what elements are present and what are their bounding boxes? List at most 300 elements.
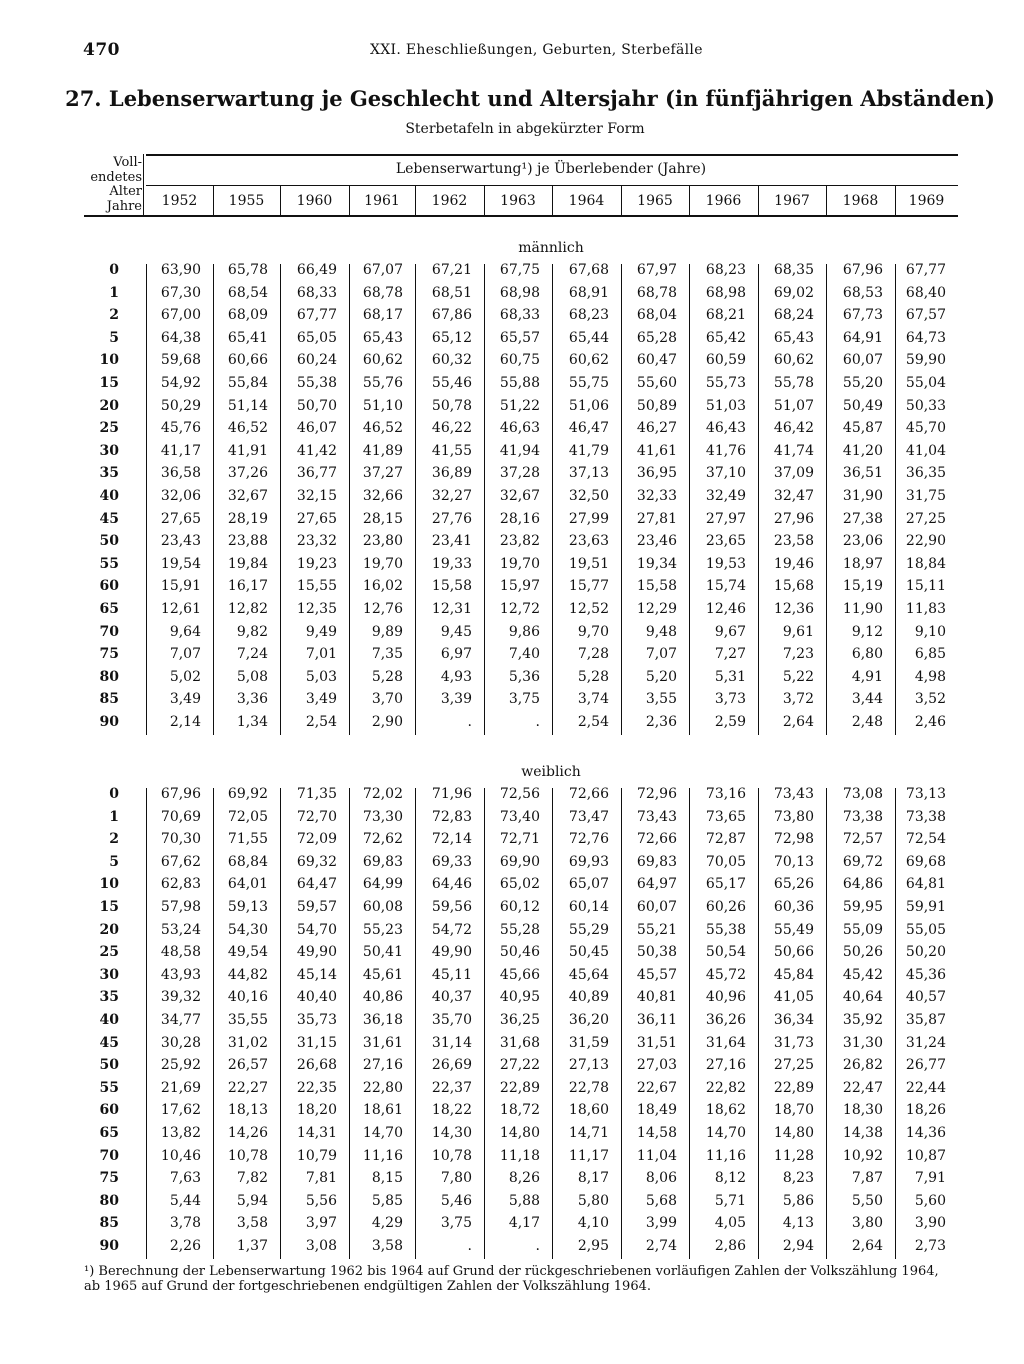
value-cell: 27,13 (568, 1057, 609, 1074)
value-cell: 69,72 (842, 853, 883, 870)
value-cell: 37,09 (773, 465, 814, 482)
value-cell: 9,67 (714, 623, 746, 640)
value-cell: 50,46 (499, 944, 540, 961)
age-cell: 85 (99, 691, 119, 708)
value-cell: 23,41 (431, 533, 472, 550)
value-cell: 10,87 (905, 1147, 946, 1164)
value-cell: 68,04 (636, 307, 677, 324)
value-cell: 5,71 (714, 1192, 746, 1209)
value-cell: 23,32 (296, 533, 337, 550)
value-cell: 65,43 (362, 329, 403, 346)
value-cell: 3,70 (371, 691, 403, 708)
value-cell: 9,89 (371, 623, 403, 640)
value-cell: 19,51 (568, 555, 609, 572)
value-cell: 41,91 (227, 442, 268, 459)
value-cell: 11,17 (568, 1147, 609, 1164)
value-cell: 59,57 (296, 899, 337, 915)
value-cell: 68,78 (362, 284, 403, 301)
value-cell: 32,67 (227, 488, 268, 504)
value-cell: 50,26 (842, 944, 883, 961)
value-cell: 2,46 (914, 714, 946, 730)
value-cell: 3,39 (440, 691, 472, 708)
value-cell: 31,64 (705, 1034, 746, 1051)
value-cell: 23,88 (227, 533, 268, 550)
value-cell: 26,57 (227, 1057, 268, 1074)
value-cell: 46,22 (431, 420, 472, 437)
value-cell: 35,92 (842, 1012, 883, 1028)
value-cell: 72,09 (296, 831, 337, 848)
value-cell: 73,38 (905, 808, 946, 825)
value-cell: 3,52 (914, 691, 946, 708)
value-cell: 22,90 (905, 533, 946, 550)
value-cell: 14,80 (499, 1125, 540, 1141)
age-cell: 55 (99, 1079, 119, 1096)
value-cell: 36,20 (568, 1012, 609, 1028)
year-header: 1964 (568, 193, 605, 209)
value-cell: 60,07 (842, 352, 883, 369)
value-cell: 15,97 (499, 578, 540, 595)
value-cell: 30,28 (160, 1034, 201, 1051)
value-cell: 35,73 (296, 1012, 337, 1028)
stub-header-line: endetes (90, 169, 142, 185)
value-cell: 45,72 (705, 966, 746, 983)
value-cell: 55,38 (296, 375, 337, 391)
value-cell: 67,62 (160, 853, 201, 870)
value-cell: 65,57 (499, 329, 540, 346)
value-cell: 72,98 (773, 831, 814, 848)
value-cell: 27,03 (636, 1057, 677, 1074)
age-cell: 15 (99, 375, 119, 391)
value-cell: 3,78 (169, 1215, 201, 1232)
value-cell: 5,31 (714, 668, 746, 685)
value-cell: 46,07 (296, 420, 337, 437)
value-cell: 60,26 (705, 899, 746, 915)
footnote-line: ¹) Berechnung der Lebenserwartung 1962 bis 1964 auf Grund der rückgeschriebenen vorläufigen Zahlen der Volkszählung 1964, (84, 1264, 939, 1279)
age-cell: 10 (99, 876, 119, 893)
value-cell: 67,96 (160, 786, 201, 802)
value-cell: 16,02 (362, 578, 403, 595)
value-cell: 26,68 (296, 1057, 337, 1074)
value-cell: 55,21 (636, 921, 677, 938)
value-cell: 8,26 (508, 1170, 540, 1187)
value-cell: 12,35 (296, 601, 337, 617)
value-cell: 4,10 (577, 1215, 609, 1232)
value-cell: 27,97 (705, 510, 746, 527)
value-cell: 14,38 (842, 1125, 883, 1141)
age-cell: 2 (109, 831, 119, 848)
year-header: 1966 (705, 193, 742, 209)
value-cell: 5,46 (440, 1192, 472, 1209)
value-cell: 22,37 (431, 1079, 472, 1096)
value-cell: 37,26 (227, 465, 268, 482)
value-cell: 55,09 (842, 921, 883, 938)
value-cell: . (467, 714, 472, 730)
stub-separator (143, 154, 144, 216)
value-cell: 2,14 (169, 714, 201, 730)
value-cell: 67,77 (296, 307, 337, 324)
value-cell: 11,83 (905, 601, 946, 617)
value-cell: 14,70 (362, 1125, 403, 1141)
value-cell: 55,75 (568, 375, 609, 391)
age-cell: 70 (99, 1147, 119, 1164)
value-cell: 65,78 (227, 262, 268, 278)
value-cell: 67,97 (636, 262, 677, 278)
value-cell: 55,04 (905, 375, 946, 391)
value-cell: 36,18 (362, 1012, 403, 1028)
value-cell: 22,78 (568, 1079, 609, 1096)
value-cell: 3,90 (914, 1215, 946, 1232)
value-cell: 68,51 (431, 284, 472, 301)
age-cell: 2 (109, 307, 119, 324)
age-cell: 80 (99, 1192, 119, 1209)
value-cell: 23,63 (568, 533, 609, 550)
value-cell: 45,61 (362, 966, 403, 983)
value-cell: 72,66 (636, 831, 677, 848)
value-cell: 9,86 (508, 623, 540, 640)
value-cell: 5,50 (851, 1192, 883, 1209)
value-cell: 64,81 (905, 876, 946, 893)
value-cell: 5,28 (577, 668, 609, 685)
year-header: 1965 (637, 193, 673, 209)
value-cell: 65,28 (636, 329, 677, 346)
value-cell: 18,20 (296, 1102, 337, 1119)
age-cell: 15 (99, 899, 119, 915)
value-cell: 55,49 (773, 921, 814, 938)
value-cell: 3,58 (236, 1215, 268, 1232)
value-cell: 65,43 (773, 329, 814, 346)
value-cell: 14,71 (568, 1125, 609, 1141)
value-cell: 32,66 (362, 488, 403, 504)
value-cell: 72,54 (905, 831, 946, 848)
value-cell: 45,66 (499, 966, 540, 983)
value-cell: 4,05 (714, 1215, 746, 1232)
value-cell: 23,46 (636, 533, 677, 550)
year-header: 1969 (908, 193, 945, 209)
value-cell: 22,27 (227, 1079, 268, 1096)
value-cell: 31,59 (568, 1034, 609, 1051)
value-cell: 62,83 (160, 876, 201, 893)
value-cell: 27,25 (905, 510, 946, 527)
value-cell: 37,10 (705, 465, 746, 482)
stub-header (84, 156, 142, 214)
age-cell: 90 (99, 714, 119, 730)
value-cell: 7,24 (236, 646, 268, 663)
value-cell: 41,79 (568, 442, 609, 459)
value-cell: 64,91 (842, 329, 883, 346)
value-cell: 7,40 (508, 646, 540, 663)
age-cell: 20 (99, 397, 119, 414)
value-cell: 26,77 (905, 1057, 946, 1074)
value-cell: 7,82 (236, 1170, 268, 1187)
value-cell: 2,48 (851, 714, 883, 730)
value-cell: 50,29 (160, 397, 201, 414)
value-cell: 31,73 (773, 1034, 814, 1051)
stub-header-line: Jahre (106, 198, 142, 214)
value-cell: 15,74 (705, 578, 746, 595)
value-cell: 27,16 (362, 1057, 403, 1074)
value-cell: 67,73 (842, 307, 883, 324)
value-cell: 45,64 (568, 966, 609, 983)
value-cell: 5,02 (169, 668, 201, 685)
value-cell: 31,15 (296, 1034, 337, 1051)
value-cell: 65,02 (499, 876, 540, 893)
value-cell: 57,98 (160, 899, 201, 915)
value-cell: 7,07 (645, 646, 677, 663)
value-cell: 3,08 (305, 1238, 337, 1254)
value-cell: 55,29 (568, 921, 609, 938)
value-cell: 43,93 (160, 966, 201, 983)
value-cell: 64,99 (362, 876, 403, 893)
age-cell: 75 (99, 646, 119, 663)
value-cell: 3,75 (508, 691, 540, 708)
value-cell: 9,64 (169, 623, 201, 640)
value-cell: 11,18 (499, 1147, 540, 1164)
value-cell: 2,54 (577, 714, 609, 730)
age-cell: 5 (109, 853, 119, 870)
value-cell: 60,36 (773, 899, 814, 915)
value-cell: 27,16 (705, 1057, 746, 1074)
value-cell: 4,98 (914, 668, 946, 685)
value-cell: 2,73 (914, 1238, 946, 1254)
value-cell: 2,26 (169, 1238, 201, 1254)
value-cell: 36,95 (636, 465, 677, 482)
value-cell: 73,38 (842, 808, 883, 825)
value-cell: 41,55 (431, 442, 472, 459)
value-cell: 7,87 (851, 1170, 883, 1187)
value-cell: 5,28 (371, 668, 403, 685)
value-cell: 18,13 (227, 1102, 268, 1119)
value-cell: 22,35 (296, 1079, 337, 1096)
value-cell: 53,24 (160, 921, 201, 938)
age-cell: 10 (99, 352, 119, 369)
value-cell: 72,87 (705, 831, 746, 848)
value-cell: 54,72 (431, 921, 472, 938)
value-cell: 7,80 (440, 1170, 472, 1187)
value-cell: 55,20 (842, 375, 883, 391)
value-cell: 5,80 (577, 1192, 609, 1209)
value-cell: 9,10 (914, 623, 946, 640)
value-cell: 60,59 (705, 352, 746, 369)
value-cell: 55,23 (362, 921, 403, 938)
value-cell: 19,70 (362, 555, 403, 572)
value-cell: 9,12 (851, 623, 883, 640)
value-cell: 45,57 (636, 966, 677, 983)
value-cell: 65,26 (773, 876, 814, 893)
value-cell: 2,95 (577, 1238, 609, 1254)
value-cell: 27,38 (842, 510, 883, 527)
age-cell: 80 (99, 668, 119, 685)
value-cell: 36,35 (905, 465, 946, 482)
value-cell: 51,10 (362, 397, 403, 414)
value-cell: 12,29 (636, 601, 677, 617)
value-cell: 72,62 (362, 831, 403, 848)
value-cell: 36,26 (705, 1012, 746, 1028)
value-cell: 67,57 (905, 307, 946, 324)
value-cell: 23,58 (773, 533, 814, 550)
value-cell: 72,83 (431, 808, 472, 825)
year-header: 1961 (364, 193, 400, 209)
footnote (84, 1264, 964, 1294)
value-cell: 18,62 (705, 1102, 746, 1119)
value-cell: 32,27 (431, 488, 472, 504)
value-cell: 27,96 (773, 510, 814, 527)
value-cell: 15,77 (568, 578, 609, 595)
value-cell: 41,89 (362, 442, 403, 459)
value-cell: 2,86 (714, 1238, 746, 1254)
value-cell: 11,04 (636, 1147, 677, 1164)
value-cell: 68,21 (705, 307, 746, 324)
value-cell: 46,42 (773, 420, 814, 437)
value-cell: 45,42 (842, 966, 883, 983)
value-cell: 65,05 (296, 329, 337, 346)
value-cell: 21,69 (160, 1079, 201, 1096)
value-cell: 59,90 (905, 352, 946, 369)
value-cell: 3,74 (577, 691, 609, 708)
value-cell: 54,92 (160, 375, 201, 391)
value-cell: 73,43 (773, 786, 814, 802)
value-cell: 60,62 (568, 352, 609, 369)
value-cell: 10,79 (296, 1147, 337, 1164)
age-cell: 25 (99, 944, 119, 961)
value-cell: 3,49 (305, 691, 337, 708)
value-cell: 19,54 (160, 555, 201, 572)
value-cell: 18,30 (842, 1102, 883, 1119)
value-cell: 59,13 (227, 899, 268, 915)
value-cell: 45,36 (905, 966, 946, 983)
value-cell: 5,08 (236, 668, 268, 685)
value-cell: 14,26 (227, 1125, 268, 1141)
value-cell: 41,74 (773, 442, 814, 459)
year-header: 1955 (228, 193, 265, 209)
value-cell: 72,76 (568, 831, 609, 848)
value-cell: 69,33 (431, 853, 472, 870)
value-cell: 69,32 (296, 853, 337, 870)
age-cell: 5 (109, 329, 119, 346)
value-cell: 12,46 (705, 601, 746, 617)
value-cell: 27,81 (636, 510, 677, 527)
value-cell: 32,15 (296, 488, 337, 504)
value-cell: 3,73 (714, 691, 746, 708)
age-cell: 55 (99, 555, 119, 572)
value-cell: 41,20 (842, 442, 883, 459)
value-cell: 12,31 (431, 601, 472, 617)
year-header: 1968 (842, 193, 879, 209)
value-cell: 18,26 (905, 1102, 946, 1119)
value-cell: 73,65 (705, 808, 746, 825)
value-cell: 23,43 (160, 533, 201, 550)
value-cell: 73,30 (362, 808, 403, 825)
value-cell: 63,90 (160, 262, 201, 278)
age-cell: 65 (99, 1125, 119, 1141)
value-cell: 7,91 (914, 1170, 946, 1187)
value-cell: 45,11 (431, 966, 472, 983)
value-cell: 5,86 (782, 1192, 814, 1209)
header-rule-top (146, 154, 958, 156)
value-cell: 22,47 (842, 1079, 883, 1096)
value-cell: 5,03 (305, 668, 337, 685)
value-cell: 32,47 (773, 488, 814, 504)
value-cell: 41,04 (905, 442, 946, 459)
value-cell: 65,41 (227, 329, 268, 346)
value-cell: 65,17 (705, 876, 746, 893)
value-cell: 22,89 (773, 1079, 814, 1096)
value-cell: 60,24 (296, 352, 337, 369)
page-number: 470 (83, 40, 120, 60)
value-cell: 36,11 (636, 1012, 677, 1028)
value-cell: 6,85 (914, 646, 946, 663)
value-cell: 11,90 (842, 601, 883, 617)
value-cell: 60,62 (773, 352, 814, 369)
age-cell: 45 (99, 1034, 119, 1051)
value-cell: 68,33 (296, 284, 337, 301)
value-cell: 19,46 (773, 555, 814, 572)
value-cell: 3,72 (782, 691, 814, 708)
value-cell: 32,06 (160, 488, 201, 504)
age-cell: 45 (99, 510, 119, 527)
value-cell: 41,42 (296, 442, 337, 459)
value-cell: 70,30 (160, 831, 201, 848)
age-cell: 50 (99, 1057, 119, 1074)
value-cell: 5,60 (914, 1192, 946, 1209)
value-cell: 5,56 (305, 1192, 337, 1209)
value-cell: 26,82 (842, 1057, 883, 1074)
value-cell: 41,61 (636, 442, 677, 459)
value-cell: 14,58 (636, 1125, 677, 1141)
value-cell: 50,45 (568, 944, 609, 961)
value-cell: 3,75 (440, 1215, 472, 1232)
value-cell: 68,98 (705, 284, 746, 301)
value-cell: 10,78 (431, 1147, 472, 1164)
value-cell: 67,21 (431, 262, 472, 278)
value-cell: 59,95 (842, 899, 883, 915)
value-cell: 12,61 (160, 601, 201, 617)
value-cell: 13,82 (160, 1125, 201, 1141)
value-cell: 8,12 (714, 1170, 746, 1187)
value-cell: 36,51 (842, 465, 883, 482)
value-cell: 46,52 (362, 420, 403, 437)
value-cell: 23,80 (362, 533, 403, 550)
value-cell: . (535, 714, 540, 730)
value-cell: 18,22 (431, 1102, 472, 1119)
value-cell: 18,72 (499, 1102, 540, 1119)
value-cell: 48,58 (160, 944, 201, 961)
age-cell: 1 (109, 284, 119, 301)
stub-header-line: Alter (109, 184, 142, 199)
age-cell: 35 (99, 989, 119, 1006)
value-cell: 14,80 (773, 1125, 814, 1141)
value-cell: 1,37 (236, 1238, 268, 1254)
value-cell: 34,77 (160, 1012, 201, 1028)
column-spanner: Lebenserwartung¹) je Überlebender (Jahre) (395, 161, 707, 177)
value-cell: 25,92 (160, 1057, 201, 1074)
value-cell: 68,78 (636, 284, 677, 301)
value-cell: 22,67 (636, 1079, 677, 1096)
value-cell: 73,08 (842, 786, 883, 802)
value-cell: 32,50 (568, 488, 609, 504)
year-header: 1952 (161, 193, 198, 209)
value-cell: 18,97 (842, 555, 883, 572)
age-cell: 40 (99, 1012, 119, 1028)
value-cell: 51,07 (773, 397, 814, 414)
value-cell: 72,71 (499, 831, 540, 848)
value-cell: 5,68 (645, 1192, 677, 1209)
value-cell: 14,31 (296, 1125, 337, 1141)
value-cell: 51,06 (568, 397, 609, 414)
value-cell: 67,07 (362, 262, 403, 278)
value-cell: 3,80 (851, 1215, 883, 1232)
value-cell: 10,78 (227, 1147, 268, 1164)
value-cell: 3,44 (851, 691, 883, 708)
